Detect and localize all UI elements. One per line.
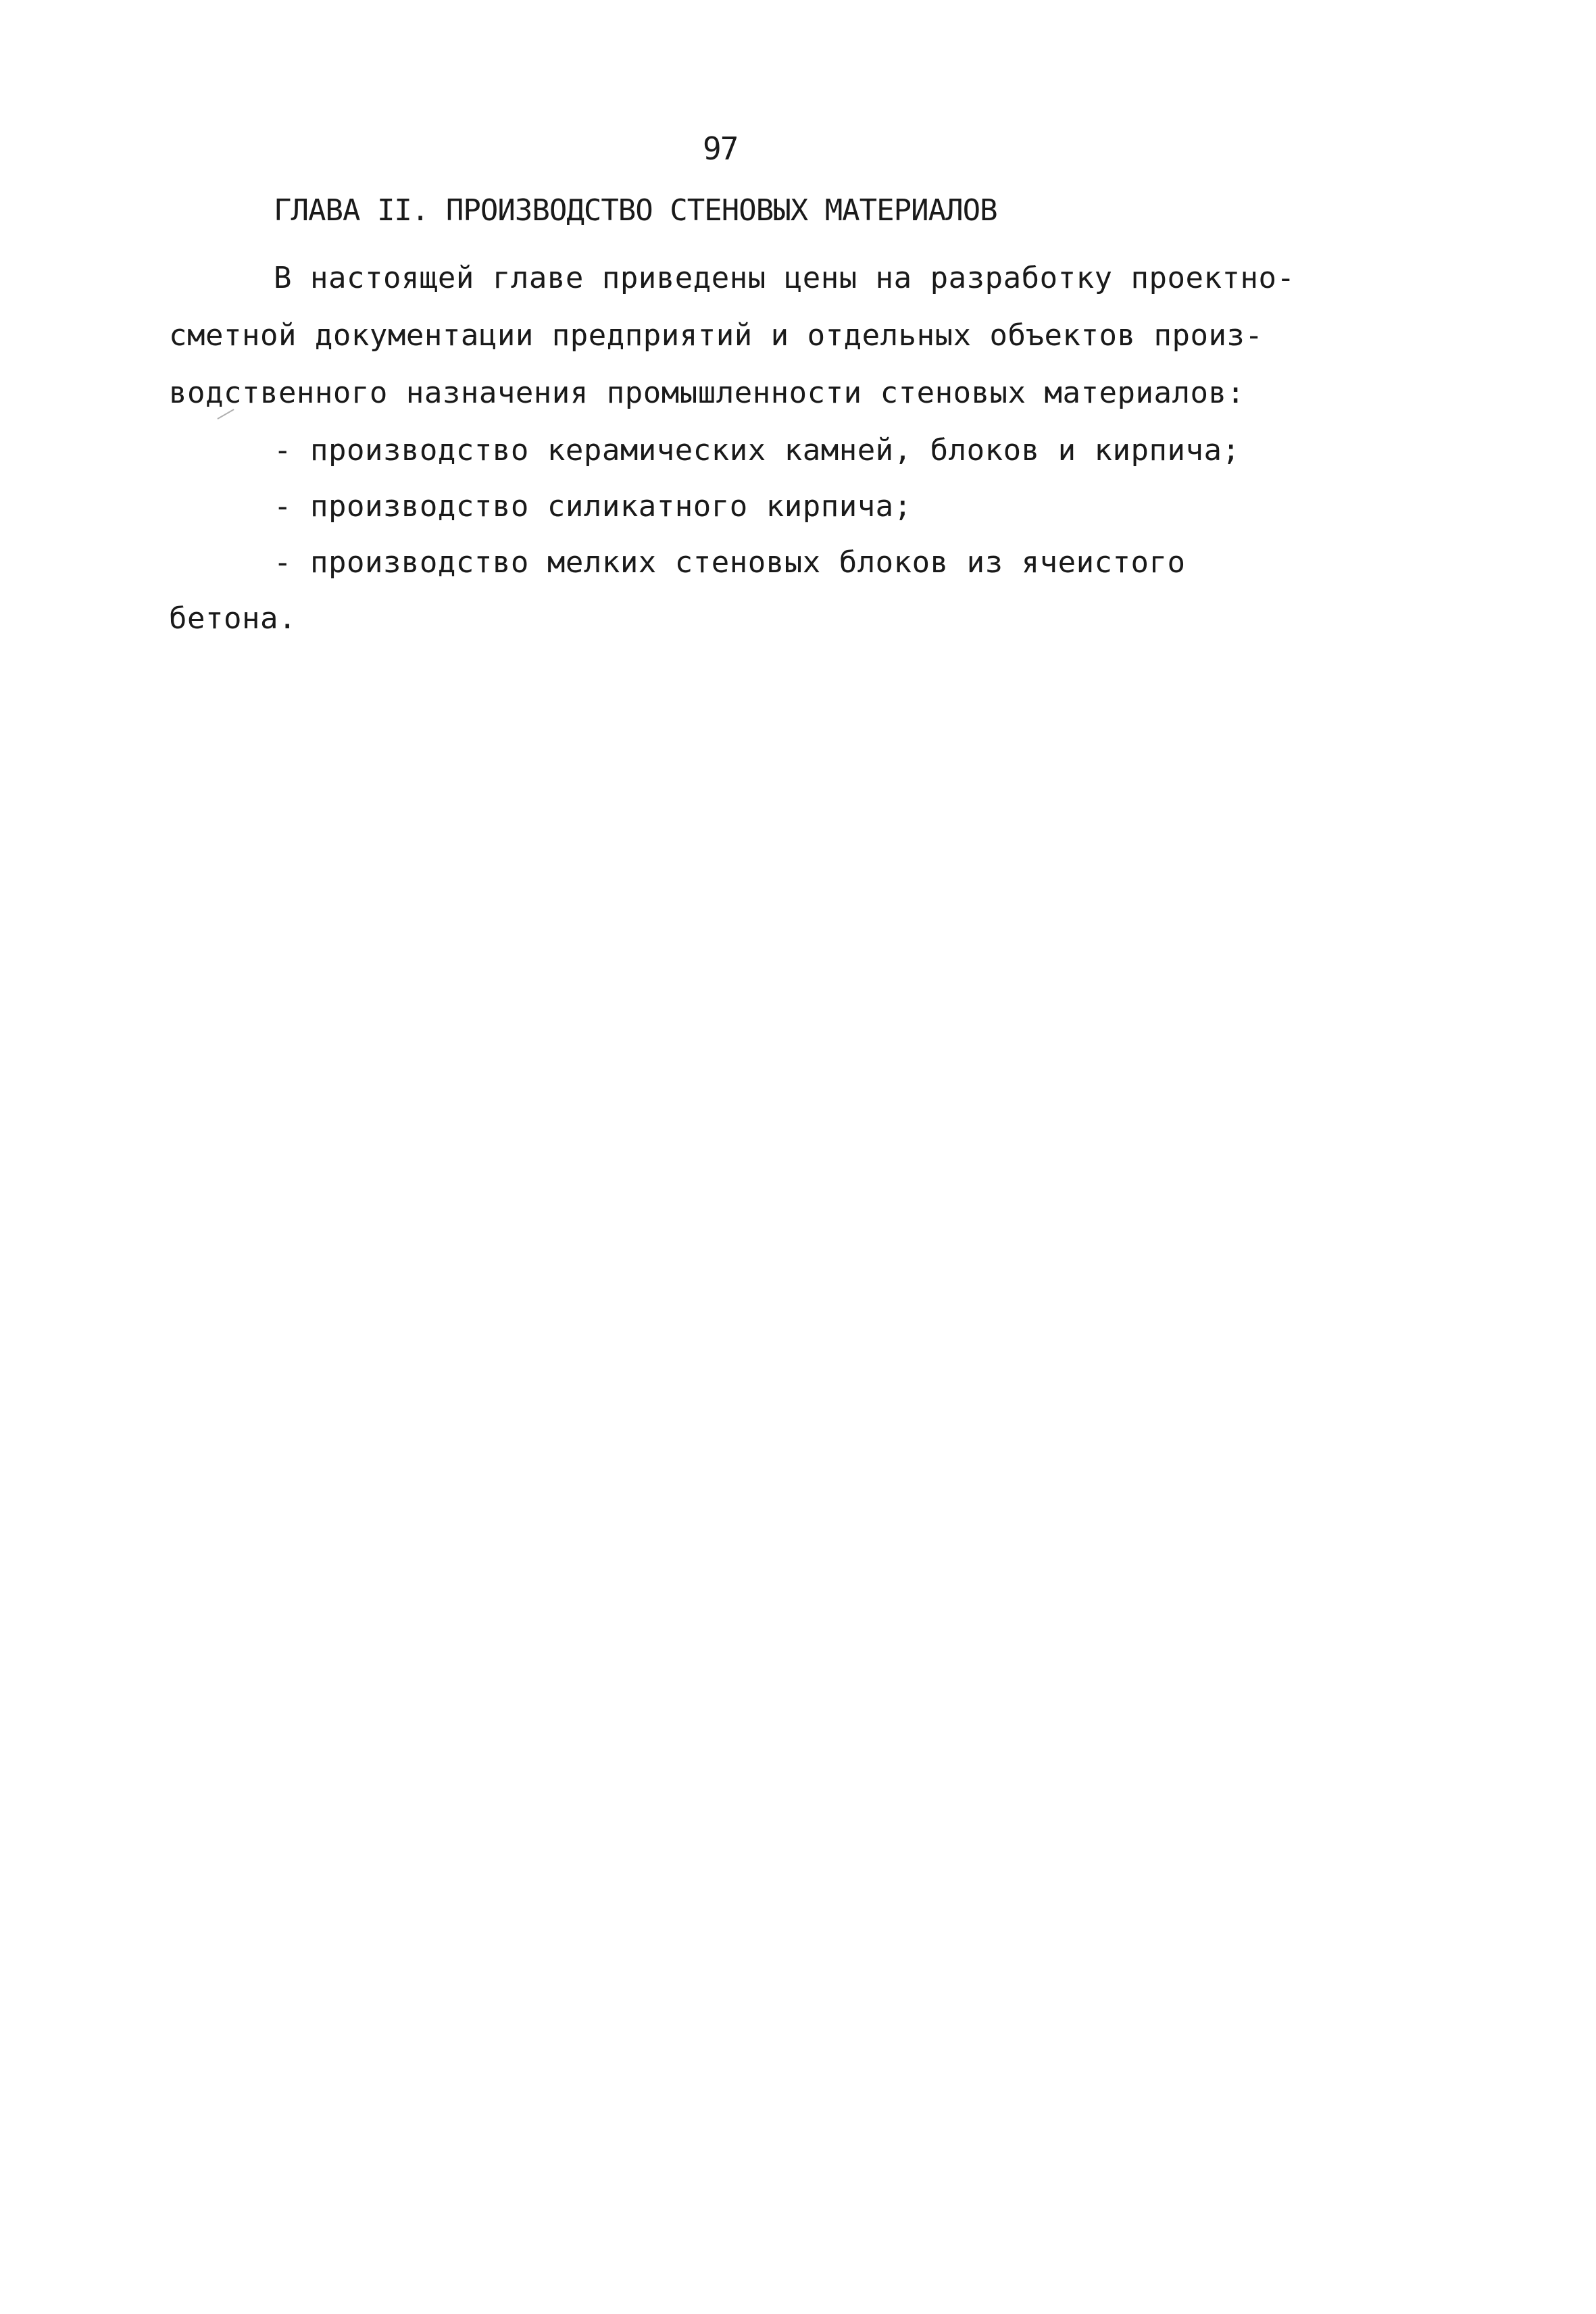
- intro-line-3: водственного назначения промышленности стеновых материалов:: [169, 376, 1245, 410]
- list-item-cellular-concrete: - производство мелких стеновых блоков из ячеистого: [274, 545, 1186, 580]
- intro-line-1: В настоящей главе приведены цены на разработку проектно-: [274, 261, 1295, 295]
- intro-line-2: сметной документации предприятий и отдельных объектов произ-: [169, 318, 1264, 353]
- list-item-ceramic: - производство керамических камней, блоков и кирпича;: [274, 433, 1241, 468]
- list-item-silicate: - производство силикатного кирпича;: [274, 489, 912, 524]
- list-item-continuation: бетона.: [169, 601, 297, 636]
- page-number: 97: [703, 130, 738, 167]
- chapter-title: ГЛАВА II. ПРОИЗВОДСТВО СТЕНОВЫХ МАТЕРИАЛОВ: [274, 193, 997, 228]
